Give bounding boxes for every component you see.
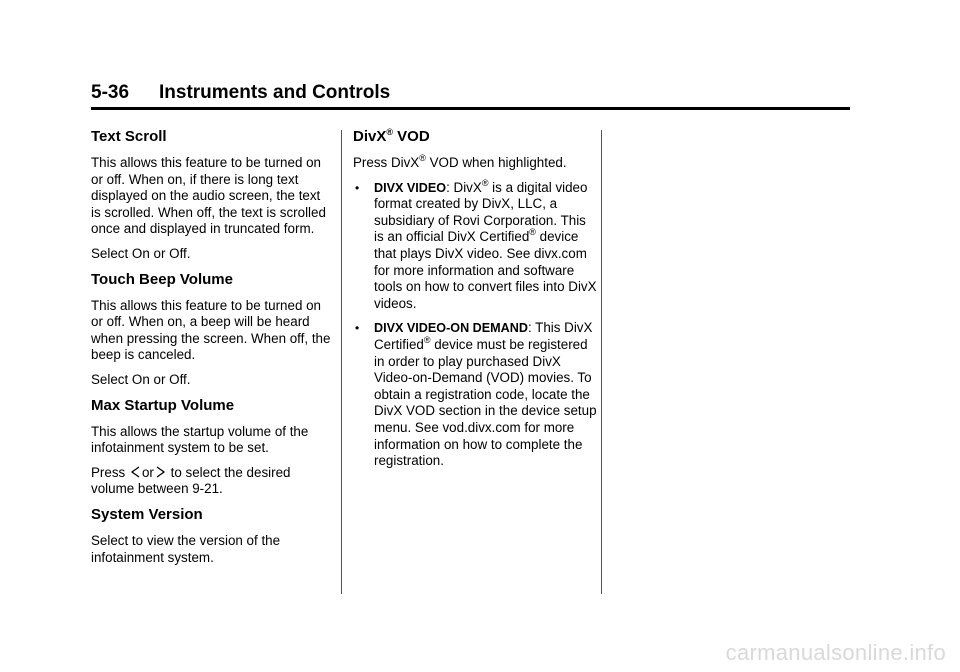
max-startup-heading: Max Startup Volume bbox=[91, 396, 235, 414]
divx-brand: DivX bbox=[353, 128, 387, 145]
column-two bbox=[353, 128, 598, 478]
watermark: carmanualsonline.info bbox=[725, 640, 946, 665]
list-item-text: device must be registered in order to play purchased DivX Video-on-Demand (VOD) movies. To obtain a registration code, locate the DivX VOD section in the device setup menu. See vod.divx.com for more information on how to complete the registration. bbox=[374, 336, 597, 469]
page-number: 5-36 bbox=[91, 82, 130, 103]
touch-beep-section bbox=[91, 271, 331, 389]
max-startup-instruction-text: to select the desired volume between 9-21. bbox=[91, 464, 291, 497]
system-version-body: Select to view the version of the infotainment system. bbox=[91, 532, 281, 565]
system-version-heading: System Version bbox=[91, 505, 203, 523]
list-item-text: : This DivX Certified bbox=[374, 320, 593, 352]
divx-vod-heading bbox=[353, 128, 598, 146]
list-item bbox=[353, 177, 598, 313]
press-word: Press bbox=[91, 464, 126, 480]
intro-rest: VOD when highlighted. bbox=[425, 155, 567, 170]
list-item-term: DIVX VIDEO-ON DEMAND bbox=[374, 321, 528, 336]
touch-beep-heading: Touch Beep Volume bbox=[91, 270, 233, 288]
chevron-right-icon bbox=[155, 466, 166, 478]
column-divider-right bbox=[601, 130, 602, 594]
list-item-text: device that plays DivX video. See divx.com for more information and software tools on how to convert files into DivX videos. bbox=[374, 229, 597, 311]
chevron-left-icon bbox=[130, 466, 141, 478]
divx-vod-intro bbox=[353, 155, 598, 172]
divx-vod-section bbox=[353, 128, 598, 470]
registered-mark: ® bbox=[481, 177, 489, 188]
column-one bbox=[91, 128, 331, 574]
max-startup-instruction bbox=[91, 465, 331, 498]
or-word: or bbox=[141, 464, 154, 480]
intro-press: Press DivX bbox=[353, 155, 420, 170]
column-divider-left bbox=[341, 130, 342, 594]
list-item-term: DIVX VIDEO bbox=[374, 180, 447, 195]
divx-list bbox=[353, 177, 598, 470]
text-scroll-body: This allows this feature to be turned on or off. When on, if there is long text displayed on the audio screen, the text is scrolled. When off, the text is scrolled once and displayed in truncated form. bbox=[91, 155, 326, 237]
touch-beep-body: This allows this feature to be turned on or off. When on, a beep will be heard when pressing the screen. When off, the beep is canceled. bbox=[91, 297, 331, 363]
list-item-text: : DivX bbox=[446, 179, 482, 195]
registered-mark: ® bbox=[386, 127, 393, 137]
max-startup-body: This allows the startup volume of the infotainment system to be set. bbox=[91, 423, 309, 456]
list-item bbox=[353, 320, 598, 469]
list-item-text: is a digital video format created by DivX, LLC, a subsidiary of Rovi Corporation. This is an official DivX Certified bbox=[374, 179, 588, 245]
text-scroll-instruction: Select On or Off. bbox=[91, 245, 191, 261]
section-title: Instruments and Controls bbox=[159, 82, 391, 103]
registered-mark: ® bbox=[529, 227, 536, 238]
vod-word: VOD bbox=[393, 128, 430, 145]
text-scroll-heading: Text Scroll bbox=[91, 128, 167, 145]
touch-beep-instruction: Select On or Off. bbox=[91, 371, 191, 387]
page-header bbox=[91, 80, 850, 110]
bullet: • bbox=[355, 321, 360, 336]
system-version-section bbox=[91, 506, 331, 566]
registered-mark: ® bbox=[423, 334, 431, 345]
max-startup-section bbox=[91, 397, 331, 498]
registered-mark: ® bbox=[419, 153, 426, 163]
text-scroll-section bbox=[91, 128, 331, 263]
bullet: • bbox=[355, 180, 360, 195]
